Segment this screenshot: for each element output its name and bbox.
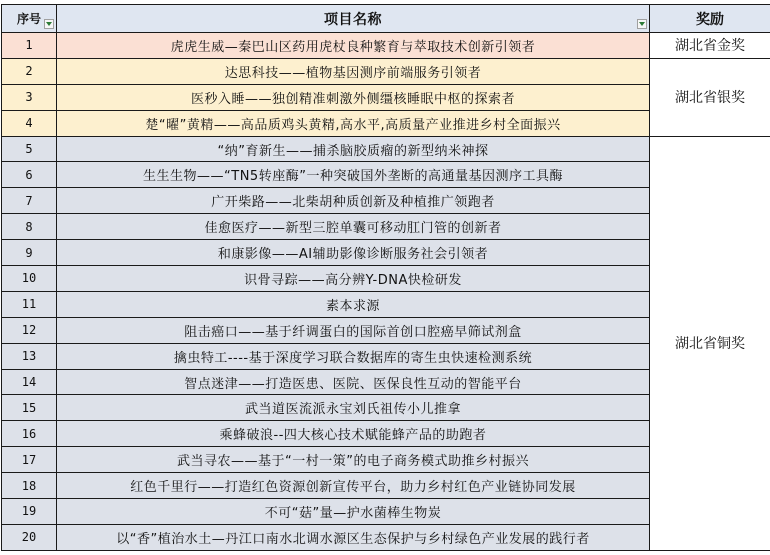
row-no: 12 xyxy=(2,317,57,343)
row-name: 生生生物——“TN5转座酶”一种突破国外垄断的高通量基因测序工具酶 xyxy=(57,162,650,188)
row-no: 1 xyxy=(2,33,57,59)
table-row xyxy=(2,58,770,84)
row-name: 和康影像——AI辅助影像诊断服务社会引领者 xyxy=(57,240,650,266)
row-no: 19 xyxy=(2,499,57,525)
header-no[interactable] xyxy=(2,5,57,33)
header-name-label: 项目名称 xyxy=(324,11,382,28)
header-award-label: 奖励 xyxy=(696,11,724,28)
row-name: “纳”育新生——捕杀脑胶质瘤的新型纳米神探 xyxy=(57,136,650,162)
row-no: 6 xyxy=(2,162,57,188)
row-name: 红色千里行——打造红色资源创新宣传平台，助力乡村红色产业链协同发展 xyxy=(57,473,650,499)
row-no: 14 xyxy=(2,369,57,395)
award-silver: 湖北省银奖 xyxy=(650,58,770,136)
row-name: 擒虫特工----基于深度学习联合数据库的寄生虫快速检测系统 xyxy=(57,343,650,369)
row-name: 佳愈医疗——新型三腔单囊可移动肛门管的创新者 xyxy=(57,214,650,240)
row-name: 达思科技——植物基因测序前端服务引领者 xyxy=(57,58,650,84)
row-name: 不可“菇”量—护水菌棒生物炭 xyxy=(57,499,650,525)
row-no: 18 xyxy=(2,473,57,499)
row-no: 10 xyxy=(2,266,57,292)
row-name: 识骨寻踪——高分辨Y-DNA快检研发 xyxy=(57,266,650,292)
row-no: 17 xyxy=(2,447,57,473)
header-no-label: 序号 xyxy=(16,12,41,26)
row-no: 13 xyxy=(2,343,57,369)
row-name: 乘蜂破浪--四大核心技术赋能蜂产品的助跑者 xyxy=(57,421,650,447)
row-no: 20 xyxy=(2,524,57,550)
row-name: 虎虎生威—秦巴山区药用虎杖良种繁育与萃取技术创新引领者 xyxy=(57,33,650,59)
row-no: 4 xyxy=(2,110,57,136)
award-bronze: 湖北省铜奖 xyxy=(650,136,770,550)
row-name: 广开柴路——北柴胡种质创新及种植推广领跑者 xyxy=(57,188,650,214)
row-name: 医秒入睡——独创精准刺激外侧缰核睡眠中枢的探索者 xyxy=(57,84,650,110)
row-no: 16 xyxy=(2,421,57,447)
header-row xyxy=(2,5,770,33)
row-no: 11 xyxy=(2,291,57,317)
filter-dropdown-icon[interactable] xyxy=(637,19,647,29)
table-row xyxy=(2,33,770,59)
row-name: 以“香”植治水土—丹江口南水北调水源区生态保护与乡村绿色产业发展的践行者 xyxy=(57,524,650,550)
row-no: 9 xyxy=(2,240,57,266)
row-no: 8 xyxy=(2,214,57,240)
row-name: 素本求源 xyxy=(57,291,650,317)
row-name: 楚“曜”黄精——高品质鸡头黄精,高水平,高质量产业推进乡村全面振兴 xyxy=(57,110,650,136)
award-table xyxy=(1,4,770,551)
row-no: 15 xyxy=(2,395,57,421)
row-no: 5 xyxy=(2,136,57,162)
row-no: 2 xyxy=(2,58,57,84)
row-name: 智点迷津——打造医患、医院、医保良性互动的智能平台 xyxy=(57,369,650,395)
header-award xyxy=(650,5,770,33)
filter-dropdown-icon[interactable] xyxy=(44,19,54,29)
row-name: 阻击癌口——基于纤调蛋白的国际首创口腔癌早筛试剂盒 xyxy=(57,317,650,343)
row-no: 3 xyxy=(2,84,57,110)
row-name: 武当道医流派永宝刘氏祖传小儿推拿 xyxy=(57,395,650,421)
table-row xyxy=(2,136,770,162)
header-name[interactable] xyxy=(57,5,650,33)
award-gold: 湖北省金奖 xyxy=(650,33,770,59)
row-name: 武当寻农——基于“一村一策”的电子商务模式助推乡村振兴 xyxy=(57,447,650,473)
row-no: 7 xyxy=(2,188,57,214)
